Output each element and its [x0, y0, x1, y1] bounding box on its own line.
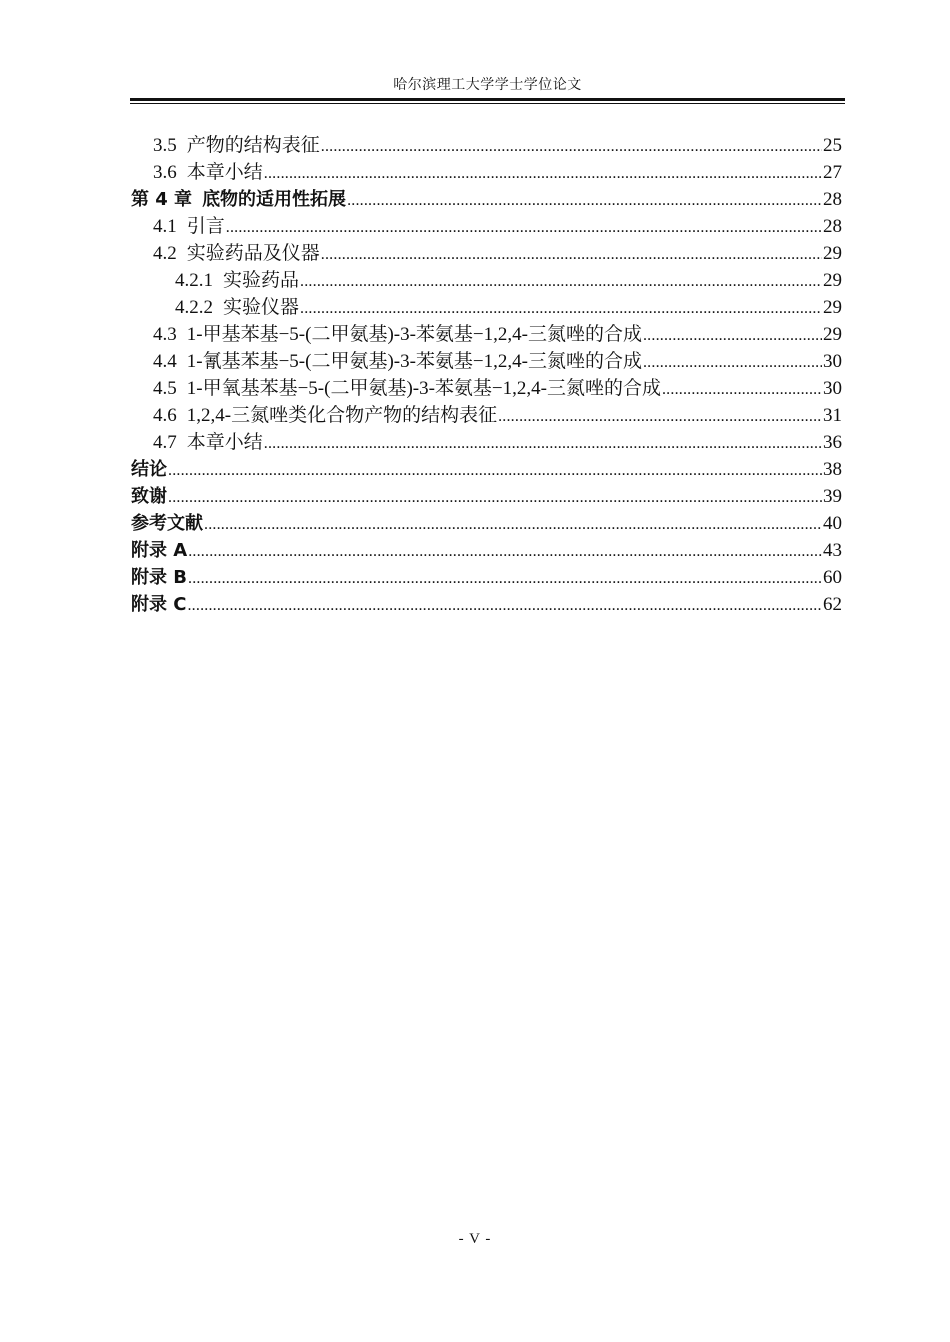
toc-leader-dots — [300, 268, 822, 295]
running-header: 哈尔滨理工大学学士学位论文 — [393, 78, 582, 93]
toc-leader-dots — [168, 484, 822, 511]
toc-leader-dots — [300, 295, 822, 322]
toc-entry[interactable] — [131, 186, 842, 213]
toc-entry-page: 31 — [823, 405, 842, 426]
toc-entry-text: 结论 — [131, 459, 167, 480]
toc-entry-title — [175, 267, 299, 294]
toc-entry-text: 实验药品及仪器 — [186, 243, 320, 264]
toc-entry-text: 实验药品 — [223, 270, 300, 291]
toc-entry-title — [131, 564, 187, 591]
toc-entry-page: 29 — [823, 243, 842, 264]
toc-entry-number: 4.6 — [153, 405, 177, 426]
header-rule-thin — [130, 103, 845, 104]
toc-leader-dots — [168, 457, 822, 484]
toc-entry-text: 附录 A — [131, 540, 188, 561]
toc-entry-title — [153, 240, 320, 267]
toc-entry[interactable] — [131, 537, 842, 564]
toc-entry[interactable] — [131, 402, 842, 429]
header-rule-thick — [130, 98, 845, 101]
toc-entry-number: 4.5 — [153, 378, 177, 399]
toc-leader-dots — [662, 376, 822, 403]
toc-entry[interactable] — [131, 429, 842, 456]
toc-entry[interactable] — [131, 240, 842, 267]
toc-entry[interactable] — [131, 213, 842, 240]
toc-entry-text: 附录 C — [131, 594, 187, 615]
toc-entry-title — [131, 456, 167, 483]
toc-entry-number: 4.4 — [153, 351, 177, 372]
toc-entry-page: 36 — [823, 432, 842, 453]
toc-entry-text: 本章小结 — [186, 432, 263, 453]
toc-entry-page: 62 — [823, 594, 842, 615]
toc-entry-number: 第 4 章 — [131, 189, 193, 210]
toc-entry-page: 25 — [823, 135, 842, 156]
toc-entry-page: 29 — [823, 324, 842, 345]
toc-entry-title — [153, 348, 642, 375]
toc-leader-dots — [347, 187, 822, 214]
toc-entry-text: 1-氰基苯基−5-(二甲氨基)-3-苯氨基−1,2,4-三氮唑的合成 — [186, 351, 642, 372]
toc-entry-text: 致谢 — [131, 486, 167, 507]
toc-entry-page: 30 — [823, 378, 842, 399]
toc-entry-number: 3.6 — [153, 162, 177, 183]
toc-entry-number: 4.3 — [153, 324, 177, 345]
toc-entry-title — [175, 294, 299, 321]
toc-entry[interactable] — [131, 483, 842, 510]
toc-entry-title — [153, 402, 497, 429]
toc-entry-page: 28 — [823, 189, 842, 210]
toc-leader-dots — [226, 214, 822, 241]
toc-entry[interactable] — [131, 267, 842, 294]
toc-leader-dots — [643, 322, 822, 349]
toc-entry[interactable] — [131, 159, 842, 186]
toc-entry-page: 43 — [823, 540, 842, 561]
toc-entry[interactable] — [131, 564, 842, 591]
toc-leader-dots — [204, 511, 822, 538]
toc-entry-text: 本章小结 — [186, 162, 263, 183]
toc-leader-dots — [498, 403, 822, 430]
toc-entry-number: 4.7 — [153, 432, 177, 453]
toc-entry-title — [153, 132, 320, 159]
toc-entry[interactable] — [131, 591, 842, 618]
table-of-contents — [131, 132, 842, 618]
toc-entry[interactable] — [131, 294, 842, 321]
toc-entry-page: 60 — [823, 567, 842, 588]
toc-entry-title — [153, 213, 225, 240]
toc-entry[interactable] — [131, 321, 842, 348]
toc-entry[interactable] — [131, 456, 842, 483]
toc-entry-number: 4.2 — [153, 243, 177, 264]
toc-entry-page: 30 — [823, 351, 842, 372]
toc-entry-title — [131, 537, 187, 564]
toc-entry-title — [153, 159, 263, 186]
toc-entry-number: 4.2.1 — [175, 270, 213, 291]
toc-leader-dots — [643, 349, 822, 376]
toc-entry-number: 3.5 — [153, 135, 177, 156]
toc-entry-text: 产物的结构表征 — [186, 135, 320, 156]
toc-entry-text: 附录 B — [131, 567, 187, 588]
toc-entry-page: 39 — [823, 486, 842, 507]
toc-entry-text: 实验仪器 — [223, 297, 300, 318]
toc-entry-text: 1-甲基苯基−5-(二甲氨基)-3-苯氨基−1,2,4-三氮唑的合成 — [186, 324, 642, 345]
toc-leader-dots — [188, 565, 822, 592]
toc-entry-title — [153, 375, 661, 402]
toc-entry-page: 27 — [823, 162, 842, 183]
toc-leader-dots — [321, 133, 822, 160]
toc-entry-number: 4.1 — [153, 216, 177, 237]
toc-entry-page: 29 — [823, 270, 842, 291]
toc-entry-title — [131, 483, 167, 510]
toc-entry-title — [131, 510, 203, 537]
toc-entry[interactable] — [131, 510, 842, 537]
toc-entry-text: 1-甲氧基苯基−5-(二甲氨基)-3-苯氨基−1,2,4-三氮唑的合成 — [186, 378, 661, 399]
toc-entry-page: 40 — [823, 513, 842, 534]
toc-entry-text: 1,2,4-三氮唑类化合物产物的结构表征 — [186, 405, 498, 426]
toc-entry[interactable] — [131, 132, 842, 159]
toc-entry-number: 4.2.2 — [175, 297, 213, 318]
toc-entry-text: 参考文献 — [131, 513, 203, 534]
toc-entry[interactable] — [131, 348, 842, 375]
toc-leader-dots — [264, 430, 822, 457]
toc-leader-dots — [187, 592, 822, 619]
toc-entry[interactable] — [131, 375, 842, 402]
toc-entry-text: 底物的适用性拓展 — [202, 189, 347, 210]
toc-entry-title — [131, 591, 186, 618]
page-number: - V - — [458, 1231, 492, 1247]
toc-entry-page: 28 — [823, 216, 842, 237]
toc-entry-title — [153, 429, 263, 456]
toc-leader-dots — [264, 160, 822, 187]
toc-entry-page: 38 — [823, 459, 842, 480]
toc-entry-text: 引言 — [186, 216, 225, 237]
toc-leader-dots — [321, 241, 822, 268]
toc-entry-page: 29 — [823, 297, 842, 318]
toc-entry-title — [131, 186, 346, 213]
toc-leader-dots — [188, 538, 822, 565]
toc-entry-title — [153, 321, 642, 348]
